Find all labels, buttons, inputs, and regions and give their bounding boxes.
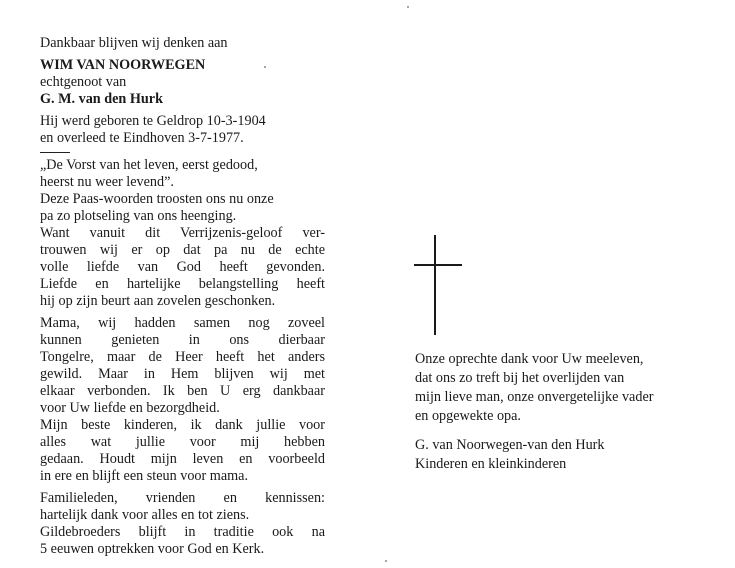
text-line: voor Uw liefde en bezorgdheid. bbox=[40, 400, 220, 416]
print-speck bbox=[264, 66, 266, 68]
text-line: Mijn beste kinderen, ik dank jullie voor bbox=[40, 417, 325, 433]
print-speck bbox=[407, 6, 409, 8]
text-line: Familieleden, vrienden en kennissen: bbox=[40, 490, 325, 506]
intro-line: Dankbaar blijven wij denken aan bbox=[40, 35, 228, 51]
text-line: kunnen genieten in ons dierbaar bbox=[40, 332, 325, 348]
latin-cross-icon bbox=[410, 235, 465, 335]
text-line: Tongelre, maar de Heer heeft het anders bbox=[40, 349, 325, 365]
text-line: Liefde en hartelijke belangstelling heeft bbox=[40, 276, 325, 292]
text-line: 5 eeuwen optrekken voor God en Kerk. bbox=[40, 541, 265, 557]
text-line: gewild. Maar in Hem blijven wij met bbox=[40, 366, 325, 382]
text-line: hartelijk dank voor alles en tot ziens. bbox=[40, 507, 250, 523]
text-line: heerst nu weer levend”. bbox=[40, 174, 174, 190]
relation-line: echtgenoot van bbox=[40, 74, 127, 90]
text-line: volle liefde van God heeft gevonden. bbox=[40, 259, 325, 275]
text-line: dat ons zo treft bij het overlijden van bbox=[415, 370, 625, 386]
text-line: Gildebroeders blijft in traditie ook na bbox=[40, 524, 325, 540]
text-line: Mama, wij hadden samen nog zoveel bbox=[40, 315, 325, 331]
paragraph-farewell bbox=[40, 315, 325, 485]
text-line: gedaan. Houdt mijn leven en voorbeeld bbox=[40, 451, 325, 467]
text-line: hij op zijn beurt aan zovelen geschonken. bbox=[40, 293, 276, 309]
text-line: pa zo plotseling van ons heenging. bbox=[40, 208, 237, 224]
text-line: mijn lieve man, onze onvergetelijke vader bbox=[415, 389, 654, 405]
text-line: Deze Paas-woorden troosten ons nu onze bbox=[40, 191, 274, 207]
thanks-paragraph bbox=[415, 350, 715, 426]
paragraph-easter-words bbox=[40, 157, 325, 310]
text-line: „De Vorst van het leven, eerst gedood, bbox=[40, 157, 258, 173]
text-line: alles wat jullie voor mij hebben bbox=[40, 434, 325, 450]
divider-rule bbox=[40, 152, 70, 153]
memorial-left-column bbox=[40, 35, 325, 558]
text-line: trouwen wij er op dat pa nu de echte bbox=[40, 242, 325, 258]
paragraph-thanks-family bbox=[40, 490, 325, 558]
signatories bbox=[415, 436, 715, 474]
text-line: Onze oprechte dank voor Uw meeleven, bbox=[415, 351, 644, 367]
text-line: en opgewekte opa. bbox=[415, 408, 521, 424]
print-speck bbox=[385, 560, 387, 562]
text-line: in ere en blijft een steun voor mama. bbox=[40, 468, 249, 484]
signatory-line: Kinderen en kleinkinderen bbox=[415, 456, 567, 472]
spouse-name: G. M. van den Hurk bbox=[40, 91, 163, 107]
text-line: Want vanuit dit Verrijzenis-geloof ver- bbox=[40, 225, 325, 241]
signatory-line: G. van Noorwegen-van den Hurk bbox=[415, 437, 605, 453]
text-line: elkaar verbonden. Ik ben U erg dankbaar bbox=[40, 383, 325, 399]
death-line: en overleed te Eindhoven 3-7-1977. bbox=[40, 130, 244, 146]
deceased-name: WIM VAN NOORWEGEN bbox=[40, 57, 206, 73]
memorial-right-column bbox=[415, 350, 715, 474]
birth-line: Hij werd geboren te Geldrop 10-3-1904 bbox=[40, 113, 266, 129]
